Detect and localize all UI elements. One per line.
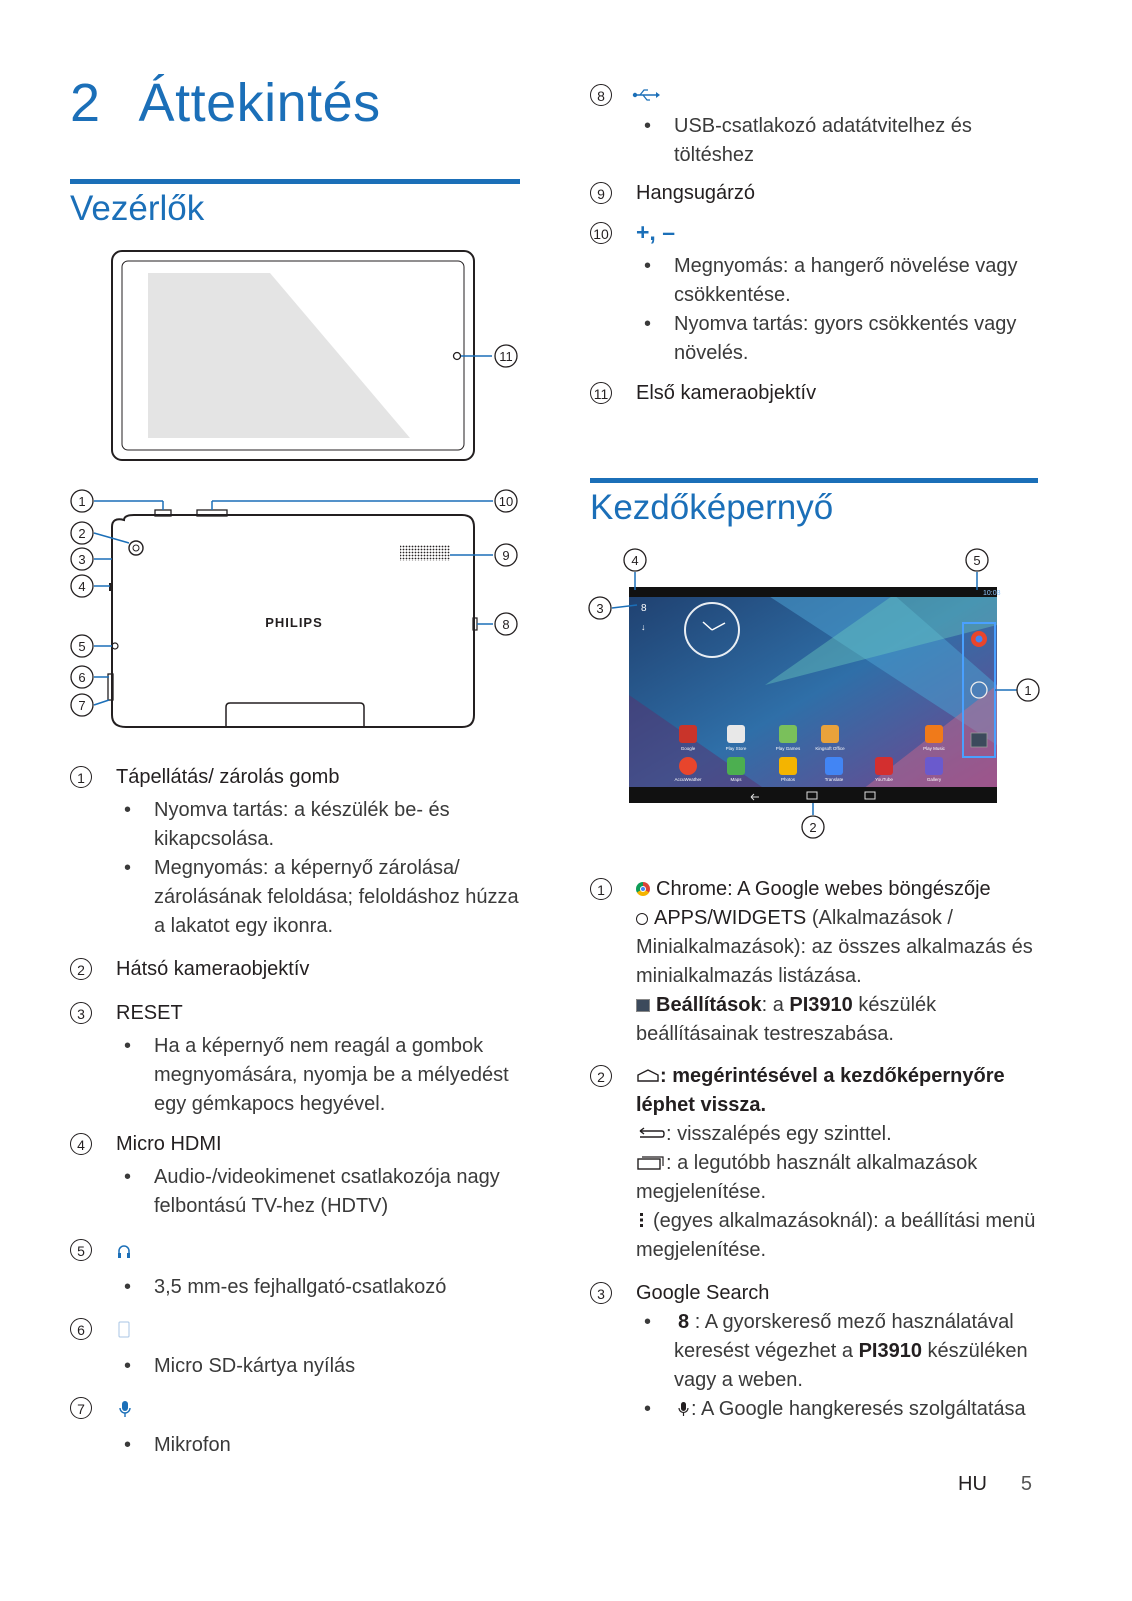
tablet-back-diagram <box>60 485 530 735</box>
list-item <box>590 382 1040 412</box>
svg-text:2: 2 <box>78 526 86 541</box>
bullet-text: • Audio-/videokimenet csatlakozója nagy felbontású TV-hez (HDTV) <box>116 1163 525 1221</box>
svg-text:10:08: 10:08 <box>983 590 1001 597</box>
settings-desc: készülék beállításainak testreszabása. <box>636 994 937 1045</box>
svg-text:4: 4 <box>631 553 639 568</box>
model-name: PI3910 <box>789 994 853 1016</box>
bullet-text: • Mikrofon <box>116 1431 525 1460</box>
svg-text:7: 7 <box>78 698 86 713</box>
item-number: 6 <box>70 1318 92 1340</box>
bullet-text: • Ha a képernyő nem reagál a gombok megnyomására, nyomja be a mélyedést egy gémkapocs hegyével. <box>116 1032 525 1119</box>
apps-icon <box>636 913 648 925</box>
svg-text:8: 8 <box>502 617 510 632</box>
settings-line <box>636 991 1040 1049</box>
menu-desc: (egyes alkalmazásoknál): a beállítási menü megjelenítése. <box>636 1210 1036 1261</box>
section-rule <box>70 179 520 184</box>
controls-list-left <box>70 766 525 1460</box>
home-items-list <box>590 875 1040 1424</box>
list-item <box>590 84 1040 112</box>
settings-label: Beállítások <box>656 994 762 1016</box>
svg-text:3: 3 <box>596 601 604 616</box>
list-item <box>590 219 1040 252</box>
list-item <box>70 1397 525 1427</box>
item-number: 4 <box>70 1133 92 1155</box>
list-item <box>70 1002 525 1032</box>
list-item: 2 : megérintésével a kezdőképernyőre léphet vissza. : visszalépés egy szinttel. : a legutóbb használt alkalmazások megjelenítése. (egyes alkalmazásoknál): a beállítási menü megjelenítése. <box>590 1062 1040 1265</box>
section-title-home: Kezdőképernyő <box>590 488 834 527</box>
bullet-text: • Nyomva tartás: a készülék be- és kikapcsolása. <box>116 796 525 854</box>
page-number: 5 <box>1020 1473 1033 1495</box>
bullet-text: • 3,5 mm-es fejhallgató-csatlakozó <box>116 1273 525 1302</box>
back-line <box>636 1120 1040 1149</box>
item-number: 2 <box>70 958 92 980</box>
chapter-title-text: Áttekintés <box>138 73 381 133</box>
list-item <box>70 1133 525 1163</box>
item-title: Google Search <box>636 1282 770 1304</box>
home-icon <box>636 1068 660 1084</box>
bullet-text: • Nyomva tartás: gyors csökkentés vagy növelés. <box>636 310 1040 368</box>
svg-text:Maps: Maps <box>730 777 742 782</box>
list-item <box>70 1318 525 1348</box>
voice-desc: : A Google hangkeresés szolgáltatása <box>691 1398 1026 1420</box>
svg-text:PHILIPS: PHILIPS <box>265 615 323 630</box>
svg-text:5: 5 <box>78 639 86 654</box>
list-item: 3 Google Search • 8 : A gyorskereső mező használatával keresést végezhet a PI3910 készüléken vagy a weben. • : A Google hangkeresés szolgáltatása <box>590 1279 1040 1424</box>
search-desc-a: : A gyorskereső mező használatával keresést végezhet a <box>674 1311 1014 1362</box>
bullet-text: • Micro SD-kártya nyílás <box>116 1352 525 1381</box>
item-number: 11 <box>590 382 612 404</box>
svg-text:11: 11 <box>499 349 513 364</box>
list-item <box>70 958 525 988</box>
svg-text:Play Games: Play Games <box>775 746 801 751</box>
recent-line <box>636 1149 1040 1207</box>
item-number: 8 <box>590 84 612 106</box>
list-item <box>70 766 525 796</box>
settings-mid: : a <box>761 994 790 1016</box>
voice-bullet <box>636 1395 1040 1424</box>
search-desc-b: készüléken vagy a weben. <box>674 1340 1028 1391</box>
svg-text:Play Store: Play Store <box>725 746 747 751</box>
chrome-icon <box>636 882 650 896</box>
svg-text:Photos: Photos <box>780 777 796 782</box>
svg-text:10: 10 <box>498 494 514 509</box>
controls-list-right <box>590 84 1040 412</box>
recent-desc: : a legutóbb használt alkalmazások megjelenítése. <box>636 1152 978 1203</box>
svg-text:4: 4 <box>78 579 86 594</box>
apps-label: APPS/WIDGETS <box>654 907 807 929</box>
search-bullet <box>636 1308 1040 1395</box>
svg-text:Kingsoft Office: Kingsoft Office <box>815 746 845 751</box>
svg-text:6: 6 <box>78 670 86 685</box>
item-title: Micro HDMI <box>116 1133 222 1155</box>
item-number: 5 <box>70 1239 92 1261</box>
svg-text:3: 3 <box>78 552 86 567</box>
section-rule <box>590 478 1038 483</box>
bullet-text: • USB-csatlakozó adatátvitelhez és töltéshez <box>636 112 1040 170</box>
svg-text:1: 1 <box>78 494 86 509</box>
item-title: RESET <box>116 1002 183 1024</box>
list-item <box>70 1239 525 1269</box>
apps-line <box>636 904 1040 991</box>
section-title-controls: Vezérlők <box>70 189 205 228</box>
back-desc: : visszalépés egy szinttel. <box>666 1123 892 1145</box>
apps-desc: (Alkalmazások / Minialkalmazások): az összes alkalmazás és minialkalmazás listázása. <box>636 907 1033 987</box>
item-number: 7 <box>70 1397 92 1419</box>
list-item <box>590 182 1040 212</box>
home-screen-diagram <box>585 545 1040 845</box>
footer <box>958 1473 1032 1496</box>
chrome-line <box>636 875 1040 904</box>
svg-text:Gallery: Gallery <box>926 777 942 782</box>
svg-text:YouTube: YouTube <box>875 777 893 782</box>
svg-text:Google: Google <box>680 746 696 751</box>
bullet-text: • Megnyomás: a hangerő növelése vagy csökkentése. <box>636 252 1040 310</box>
item-number: 1 <box>70 766 92 788</box>
bullet-text: • Megnyomás: a képernyő zárolása/ zárolásának feloldása; feloldáshoz húzza a lakatot egy ikonra. <box>116 854 525 941</box>
footer-lang: HU <box>958 1473 987 1495</box>
list-item: 1 Chrome: A Google webes böngészője APPS/WIDGETS (Alkalmazások / Minialkalmazások): az összes alkalmazás és minialkalmazás listázása. Beállítások: a PI3910 készülék beállításainak testreszabása. <box>590 875 1040 1049</box>
item-title: Első kameraobjektív <box>636 382 817 404</box>
svg-text:↓: ↓ <box>641 622 646 632</box>
model-name: PI3910 <box>858 1340 922 1362</box>
chapter-title <box>70 72 381 134</box>
svg-text:8: 8 <box>641 603 647 614</box>
volume-keys-label: +, – <box>636 219 676 245</box>
headphone-icon <box>116 1243 132 1259</box>
svg-text:1: 1 <box>1024 683 1032 698</box>
item-number: 9 <box>590 182 612 204</box>
home-line <box>636 1062 1040 1120</box>
svg-text:AccuWeather: AccuWeather <box>674 777 702 782</box>
svg-text:Translate: Translate <box>824 777 844 782</box>
microphone-icon <box>118 1400 132 1418</box>
home-desc: : megérintésével a kezdőképernyőre léphet vissza. <box>636 1065 1005 1116</box>
item-number: 10 <box>590 222 612 244</box>
svg-text:Play Music: Play Music <box>923 746 945 751</box>
recent-apps-icon <box>636 1155 666 1171</box>
menu-line <box>636 1207 1040 1265</box>
item-title: Hátsó kameraobjektív <box>116 958 310 980</box>
svg-text:2: 2 <box>809 820 817 835</box>
item-title: Tápellátás/ zárolás gomb <box>116 766 340 788</box>
svg-text:9: 9 <box>502 548 510 563</box>
google-search-icon: 8 <box>678 1311 690 1333</box>
settings-icon <box>636 999 650 1012</box>
svg-text:5: 5 <box>973 553 981 568</box>
chrome-desc: Chrome: A Google webes böngészője <box>656 878 991 900</box>
back-icon <box>636 1127 666 1141</box>
sd-card-icon <box>118 1321 130 1338</box>
item-number: 3 <box>70 1002 92 1024</box>
voice-search-icon <box>677 1401 691 1417</box>
tablet-front-diagram <box>60 245 530 470</box>
item-title: Hangsugárzó <box>636 182 755 204</box>
overflow-menu-icon <box>640 1213 643 1227</box>
chapter-number: 2 <box>70 73 101 133</box>
usb-icon <box>632 88 660 102</box>
